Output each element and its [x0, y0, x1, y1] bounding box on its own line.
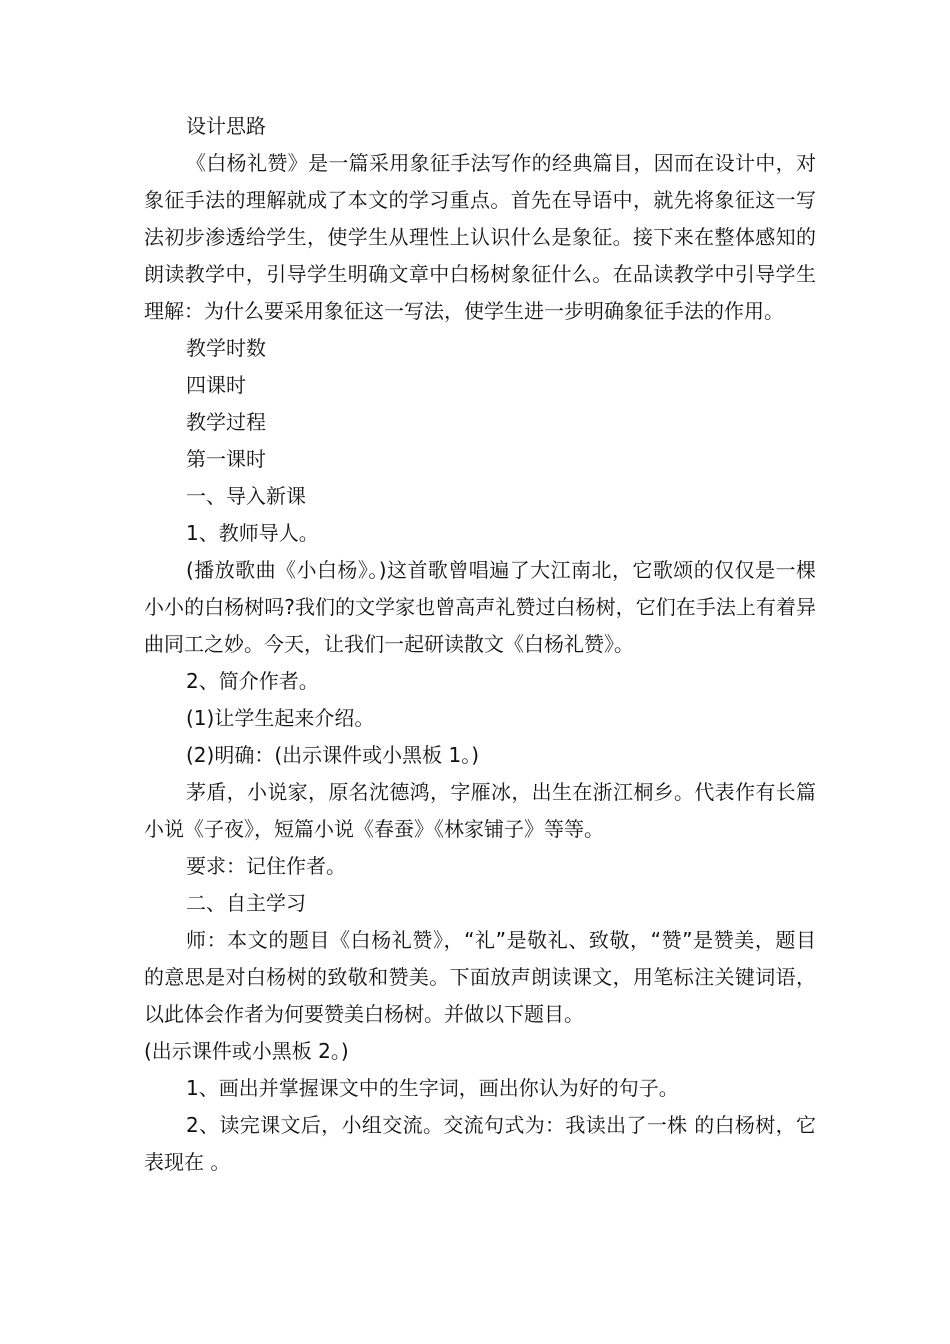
paragraph-author-bio: 茅盾，小说家，原名沈德鸿，字雁冰，出生在浙江桐乡。代表作有长篇小说《子夜》，短篇小说《春蚕》《林家铺子》等等。 [144, 780, 816, 841]
heading-teaching-hours: 教学时数 [186, 336, 266, 360]
item-clarify: (2)明确：(出示课件或小黑板 1。) [186, 743, 480, 767]
heading-teaching-process: 教学过程 [186, 410, 266, 434]
paragraph-song-intro: (播放歌曲《小白杨》。)这首歌曾唱遍了大江南北，它歌颂的仅仅是一棵小小的白杨树吗?我们的文学家也曾高声礼赞过白杨树，它们在手法上有着异曲同工之妙。今天，让我们一起研读散文《白杨礼赞》。 [144, 558, 816, 656]
paragraph-teacher-instructions: 师：本文的题目《白杨礼赞》，“礼”是敬礼、致敬，“赞”是赞美，题目的意思是对白杨树的致敬和赞美。下面放声朗读课文，用笔标注关键词语，以此体会作者为何要赞美白杨树。并做以下题目。 [144, 928, 816, 1026]
heading-design-idea: 设计思路 [186, 114, 266, 138]
item-student-intro: (1)让学生起来介绍。 [186, 706, 375, 730]
section-introduce-lesson: 一、导入新课 [186, 484, 306, 508]
item-group-discussion: 2、读完课文后，小组交流。交流句式为：我读出了一株 的白杨树，它表现在 。 [144, 1113, 816, 1174]
item-author-intro: 2、简介作者。 [186, 669, 319, 693]
teaching-hours-value: 四课时 [186, 373, 246, 397]
paragraph-design-description: 《白杨礼赞》是一篇采用象征手法写作的经典篇目，因而在设计中，对象征手法的理解就成了本文的学习重点。首先在导语中，就先将象征这一写法初步渗透给学生，使学生从理性上认识什么是象征。接下来在整体感知的朗读教学中，引导学生明确文章中白杨树象征什么。在品读教学中引导学生理解：为什么要采用象征这一写法，使学生进一步明确象征手法的作用。 [144, 151, 816, 323]
paragraph-courseware-note: (出示课件或小黑板 2。) [144, 1039, 349, 1063]
heading-first-lesson: 第一课时 [186, 447, 266, 471]
item-teacher-intro: 1、教师导人。 [186, 521, 319, 545]
document-body [144, 108, 816, 1181]
item-vocabulary-task: 1、画出并掌握课文中的生字词，画出你认为好的句子。 [186, 1076, 679, 1100]
section-self-study: 二、自主学习 [186, 891, 306, 915]
paragraph-requirement: 要求：记住作者。 [186, 854, 346, 878]
